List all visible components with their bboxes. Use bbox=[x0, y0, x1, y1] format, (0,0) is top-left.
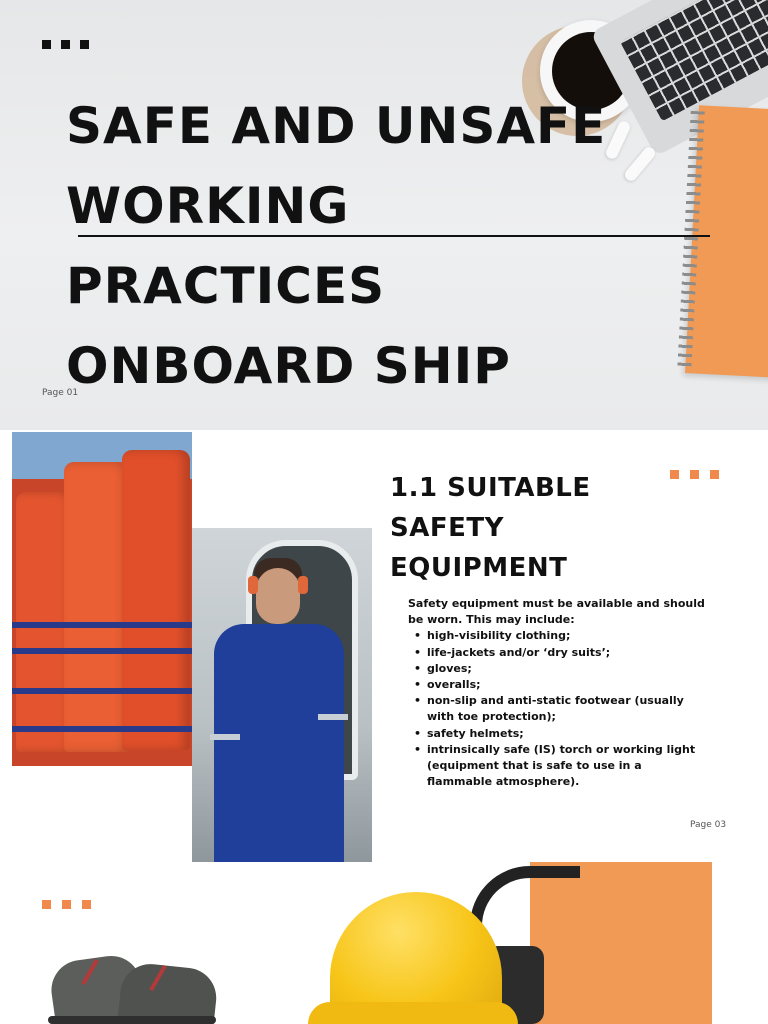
list-item: • overalls; bbox=[408, 677, 708, 693]
cover-page bbox=[0, 0, 768, 430]
list-item: • intrinsically safe (IS) torch or working light (equipment that is safe to use in a flammable atmosphere). bbox=[408, 742, 708, 791]
dots-decor bbox=[42, 900, 91, 909]
notebook-decor bbox=[685, 105, 768, 378]
cover-title-line: PRACTICES bbox=[66, 257, 386, 315]
page-number: Page 01 bbox=[42, 388, 79, 398]
spiral-decor bbox=[677, 111, 704, 367]
list-item: • life-jackets and/or ‘dry suits’; bbox=[408, 645, 708, 661]
cover-title-line: WORKING bbox=[66, 177, 350, 235]
cover-title-line: SAFE AND UNSAFE bbox=[66, 97, 607, 155]
equipment-list bbox=[408, 628, 708, 790]
section-body bbox=[408, 596, 708, 790]
dots-decor bbox=[670, 470, 719, 479]
earbud-decor bbox=[623, 145, 658, 183]
life-jackets-photo bbox=[12, 432, 192, 766]
list-item: • non-slip and anti-static footwear (usually with toe protection); bbox=[408, 693, 708, 725]
page-number: Page 03 bbox=[690, 820, 727, 830]
cover-title-line: ONBOARD SHIP bbox=[66, 337, 511, 395]
list-item: • gloves; bbox=[408, 661, 708, 677]
cover-title bbox=[66, 86, 626, 406]
keyboard-decor bbox=[620, 0, 768, 121]
section-heading-line: EQUIPMENT bbox=[390, 553, 568, 583]
title-divider bbox=[78, 235, 710, 237]
safety-boots-photo bbox=[38, 936, 216, 1024]
worker-photo bbox=[192, 528, 372, 862]
list-item: • high-visibility clothing; bbox=[408, 628, 708, 644]
dots-decor bbox=[42, 40, 89, 49]
section-heading bbox=[390, 468, 630, 588]
helmet-brim-decor bbox=[308, 1002, 518, 1024]
section-intro: Safety equipment must be available and should be worn. This may include: bbox=[408, 597, 705, 627]
section-heading-line: SAFETY bbox=[390, 513, 504, 543]
section-heading-line: 1.1 SUITABLE bbox=[390, 473, 591, 503]
list-item: • safety helmets; bbox=[408, 726, 708, 742]
